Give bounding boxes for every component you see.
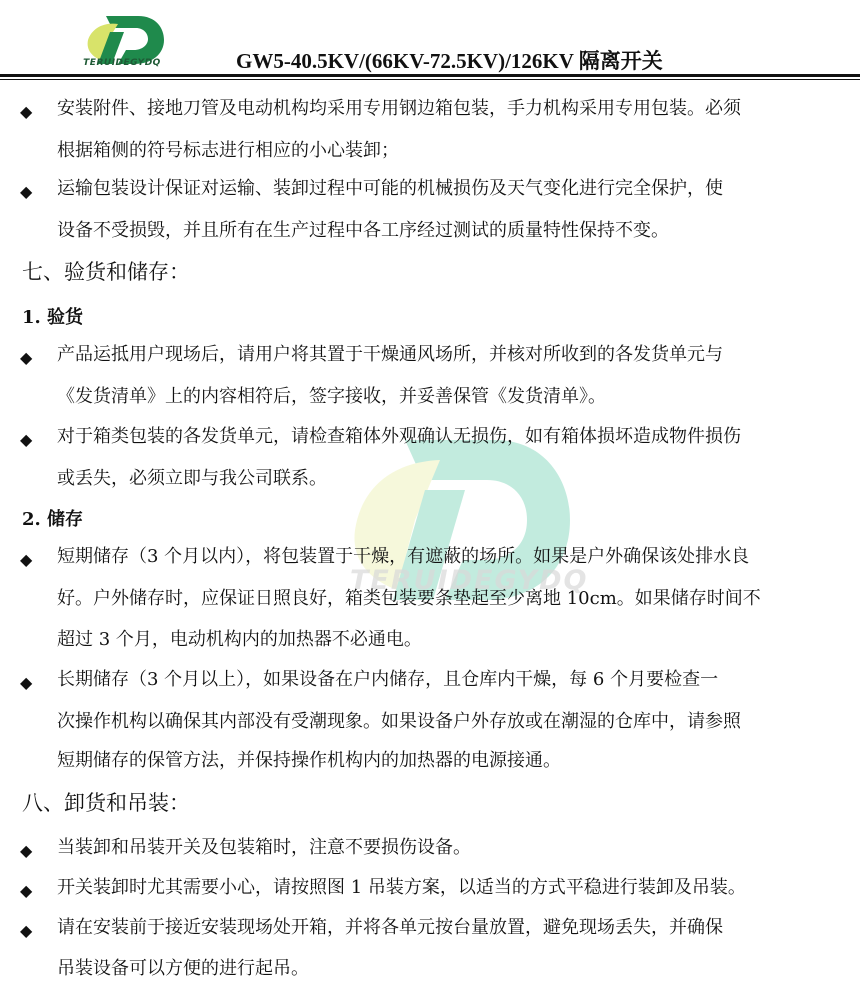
section-heading: 七、验货和储存： bbox=[22, 260, 190, 284]
text-line: 运输包装设计保证对运输、装卸过程中可能的机械损伤及天气变化进行完全保护，使 bbox=[57, 178, 723, 199]
bullet-icon: ◆ bbox=[20, 881, 33, 900]
text-line: 安装附件、接地刀管及电动机构均采用专用钢边箱包装，手力机构采用专用包装。必须 bbox=[57, 98, 741, 119]
text-line: 开关装卸时尤其需要小心，请按照图 1 吊装方案，以适当的方式平稳进行装卸及吊装。 bbox=[57, 877, 746, 898]
watermark-text: TERUIDEGYDQ bbox=[350, 565, 589, 596]
text-line: 短期储存（3 个月以内），将包装置于干燥，有遮蔽的场所。如果是户外确保该处排水良 bbox=[57, 546, 750, 567]
text-line: 好。户外储存时，应保证日照良好，箱类包装要条垫起至少离地 10cm。如果储存时间不 bbox=[57, 588, 761, 609]
text-line: 当装卸和吊装开关及包装箱时，注意不要损伤设备。 bbox=[57, 837, 471, 858]
section-heading: 八、卸货和吊装： bbox=[22, 791, 190, 815]
document-title: GW5-40.5KV/(66KV-72.5KV)/126KV 隔离开关 bbox=[236, 49, 663, 73]
text-line: 对于箱类包装的各发货单元，请检查箱体外观确认无损伤，如有箱体损坏造成物件损伤 bbox=[57, 426, 741, 447]
bullet-icon: ◆ bbox=[20, 430, 33, 449]
text-line: 设备不受损毁，并且所有在生产过程中各工序经过测试的质量特性保持不变。 bbox=[57, 220, 669, 241]
bullet-icon: ◆ bbox=[20, 921, 33, 940]
text-line: 次操作机构以确保其内部没有受潮现象。如果设备户外存放或在潮湿的仓库中，请参照 bbox=[57, 711, 741, 732]
text-line: 根据箱侧的符号标志进行相应的小心装卸； bbox=[57, 140, 399, 161]
header-rule bbox=[0, 74, 860, 77]
page-header bbox=[0, 0, 860, 80]
text-line: 或丢失，必须立即与我公司联系。 bbox=[57, 468, 327, 489]
bullet-icon: ◆ bbox=[20, 550, 33, 569]
bullet-icon: ◆ bbox=[20, 841, 33, 860]
bullet-icon: ◆ bbox=[20, 673, 33, 692]
text-line: 请在安装前于接近安装现场处开箱，并将各单元按台量放置，避免现场丢失，并确保 bbox=[57, 917, 723, 938]
bullet-icon: ◆ bbox=[20, 348, 33, 367]
text-line: 超过 3 个月，电动机构内的加热器不必通电。 bbox=[57, 629, 422, 650]
text-line: 短期储存的保管方法，并保持操作机构内的加热器的电源接通。 bbox=[57, 750, 561, 771]
text-line: 产品运抵用户现场后，请用户将其置于干燥通风场所，并核对所收到的各发货单元与 bbox=[57, 344, 723, 365]
logo-text: TERUIDEGYDQ bbox=[83, 58, 161, 68]
subsection-heading: 2. 储存 bbox=[22, 509, 84, 530]
subsection-heading: 1. 验货 bbox=[22, 307, 84, 328]
text-line: 吊装设备可以方便的进行起吊。 bbox=[57, 958, 309, 979]
text-line: 长期储存（3 个月以上），如果设备在户内储存，且仓库内干燥，每 6 个月要检查一 bbox=[57, 669, 719, 690]
text-line: 《发货清单》上的内容相符后，签字接收，并妥善保管《发货清单》。 bbox=[57, 386, 606, 407]
bullet-icon: ◆ bbox=[20, 182, 33, 201]
bullet-icon: ◆ bbox=[20, 102, 33, 121]
header-rule-thin bbox=[0, 79, 860, 80]
